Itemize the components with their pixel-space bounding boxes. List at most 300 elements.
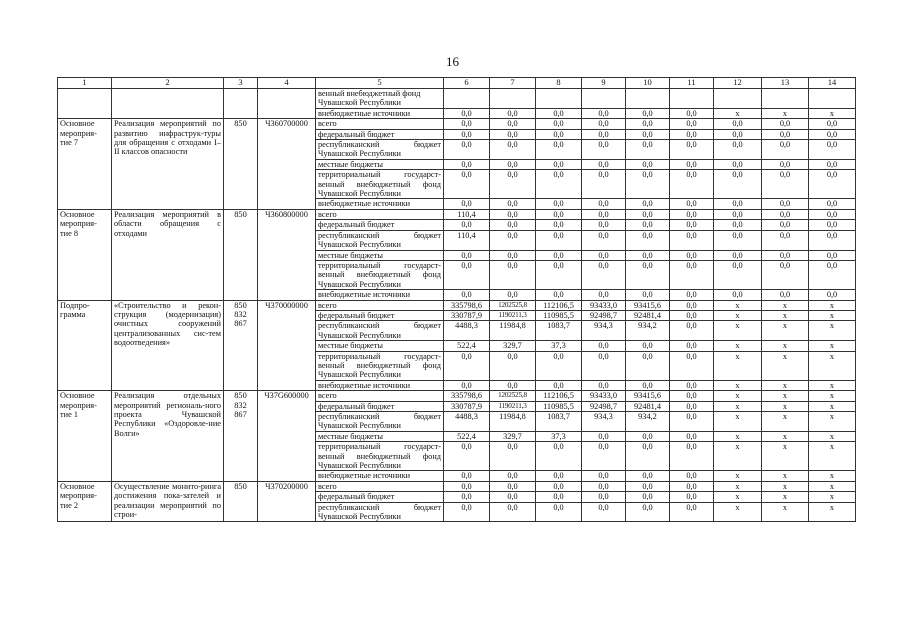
- value-cell: 0,0: [626, 220, 670, 230]
- value-cell: 0,0: [444, 220, 490, 230]
- value-cell: 0,0: [714, 199, 762, 209]
- column-number: 14: [809, 78, 856, 89]
- column-number: 2: [112, 78, 224, 89]
- value-cell: x: [714, 391, 762, 401]
- value-cell: 0,0: [714, 129, 762, 139]
- funding-source-cell: республиканский бюджет Чувашской Республики: [316, 321, 444, 341]
- value-cell: 0,0: [536, 380, 582, 390]
- value-cell: 0,0: [762, 260, 809, 289]
- value-cell: 0,0: [809, 209, 856, 219]
- value-cell: 522,4: [444, 431, 490, 441]
- value-cell: 0,0: [444, 502, 490, 522]
- budget-code-cell: Ч360700000: [258, 119, 316, 210]
- budget-code-cell: [258, 89, 316, 119]
- column-number: 9: [582, 78, 626, 89]
- funding-source-cell: федеральный бюджет: [316, 401, 444, 411]
- value-cell: 335798,6: [444, 391, 490, 401]
- value-cell: x: [762, 502, 809, 522]
- value-cell: 0,0: [444, 492, 490, 502]
- value-cell: 0,0: [809, 220, 856, 230]
- value-cell: 0,0: [582, 230, 626, 250]
- value-cell: 0,0: [490, 119, 536, 129]
- funding-source-cell: внебюджетные источники: [316, 108, 444, 118]
- value-cell: 0,0: [626, 380, 670, 390]
- value-cell: [490, 89, 536, 109]
- column-number: 5: [316, 78, 444, 89]
- value-cell: 0,0: [809, 250, 856, 260]
- column-number: 4: [258, 78, 316, 89]
- value-cell: 92481,4: [626, 401, 670, 411]
- value-cell: 329,7: [490, 341, 536, 351]
- funding-source-cell: всего: [316, 300, 444, 310]
- value-cell: 0,0: [444, 290, 490, 300]
- value-cell: 37,3: [536, 341, 582, 351]
- value-cell: 0,0: [626, 230, 670, 250]
- value-cell: 0,0: [536, 199, 582, 209]
- value-cell: 0,0: [626, 481, 670, 491]
- value-cell: 0,0: [536, 290, 582, 300]
- funding-source-cell: местные бюджеты: [316, 341, 444, 351]
- value-cell: x: [714, 300, 762, 310]
- value-cell: 0,0: [626, 159, 670, 169]
- value-cell: 0,0: [536, 170, 582, 199]
- value-cell: 0,0: [670, 159, 714, 169]
- funding-source-cell: федеральный бюджет: [316, 129, 444, 139]
- funding-source-cell: всего: [316, 481, 444, 491]
- value-cell: x: [762, 351, 809, 380]
- value-cell: 0,0: [762, 119, 809, 129]
- value-cell: 0,0: [490, 260, 536, 289]
- value-cell: x: [762, 391, 809, 401]
- value-cell: 0,0: [626, 260, 670, 289]
- value-cell: 0,0: [670, 209, 714, 219]
- value-cell: 0,0: [490, 220, 536, 230]
- ministry-code-cell: 850 832 867: [224, 300, 258, 391]
- activity-type-cell: Основное мероприя- тие 8: [58, 209, 112, 300]
- value-cell: [809, 89, 856, 109]
- value-cell: 0,0: [714, 230, 762, 250]
- value-cell: 0,0: [490, 129, 536, 139]
- value-cell: 92498,7: [582, 401, 626, 411]
- value-cell: 37,3: [536, 431, 582, 441]
- value-cell: 0,0: [582, 220, 626, 230]
- value-cell: 0,0: [809, 159, 856, 169]
- value-cell: 0,0: [670, 442, 714, 471]
- value-cell: 93433,0: [582, 391, 626, 401]
- value-cell: 11984,8: [490, 412, 536, 432]
- value-cell: 0,0: [626, 170, 670, 199]
- value-cell: 0,0: [670, 230, 714, 250]
- value-cell: 0,0: [809, 290, 856, 300]
- value-cell: 0,0: [626, 290, 670, 300]
- value-cell: x: [809, 310, 856, 320]
- value-cell: 0,0: [670, 431, 714, 441]
- value-cell: x: [762, 492, 809, 502]
- value-cell: x: [809, 300, 856, 310]
- value-cell: 0,0: [444, 380, 490, 390]
- value-cell: 0,0: [582, 380, 626, 390]
- value-cell: [714, 89, 762, 109]
- value-cell: x: [762, 321, 809, 341]
- value-cell: 0,0: [762, 220, 809, 230]
- value-cell: 0,0: [626, 351, 670, 380]
- ministry-code-cell: 850: [224, 209, 258, 300]
- value-cell: 0,0: [536, 471, 582, 481]
- budget-code-cell: Ч370200000: [258, 481, 316, 522]
- value-cell: 330787,9: [444, 310, 490, 320]
- value-cell: x: [714, 492, 762, 502]
- value-cell: 0,0: [536, 230, 582, 250]
- value-cell: 0,0: [444, 119, 490, 129]
- value-cell: 0,0: [582, 351, 626, 380]
- value-cell: 0,0: [714, 119, 762, 129]
- activity-name-cell: [112, 89, 224, 119]
- value-cell: x: [809, 108, 856, 118]
- value-cell: 0,0: [626, 129, 670, 139]
- value-cell: 0,0: [582, 108, 626, 118]
- value-cell: [762, 89, 809, 109]
- value-cell: 0,0: [670, 260, 714, 289]
- value-cell: 0,0: [762, 159, 809, 169]
- value-cell: x: [714, 431, 762, 441]
- funding-source-cell: венный внебюджетный фонд Чувашской Республики: [316, 89, 444, 109]
- value-cell: 0,0: [670, 290, 714, 300]
- value-cell: 0,0: [490, 230, 536, 250]
- value-cell: 0,0: [444, 170, 490, 199]
- value-cell: 0,0: [582, 119, 626, 129]
- value-cell: 0,0: [490, 159, 536, 169]
- funding-source-cell: местные бюджеты: [316, 250, 444, 260]
- value-cell: 92498,7: [582, 310, 626, 320]
- column-number: 12: [714, 78, 762, 89]
- value-cell: 0,0: [670, 502, 714, 522]
- value-cell: 0,0: [536, 129, 582, 139]
- value-cell: 0,0: [670, 220, 714, 230]
- funding-source-cell: федеральный бюджет: [316, 492, 444, 502]
- funding-source-cell: внебюджетные источники: [316, 290, 444, 300]
- value-cell: 0,0: [762, 230, 809, 250]
- value-cell: 0,0: [444, 351, 490, 380]
- ministry-code-cell: 850 832 867: [224, 391, 258, 482]
- value-cell: 0,0: [809, 140, 856, 160]
- value-cell: 0,0: [582, 290, 626, 300]
- value-cell: x: [714, 412, 762, 432]
- value-cell: 0,0: [536, 140, 582, 160]
- funding-source-cell: внебюджетные источники: [316, 380, 444, 390]
- activity-name-cell: Осуществление монито-ринга достижения пока-зателей и реализации мероприятий по строи-: [112, 481, 224, 522]
- value-cell: 0,0: [670, 300, 714, 310]
- value-cell: x: [809, 351, 856, 380]
- value-cell: 0,0: [444, 250, 490, 260]
- value-cell: 1083,7: [536, 321, 582, 341]
- ministry-code-cell: 850: [224, 119, 258, 210]
- value-cell: 0,0: [490, 108, 536, 118]
- value-cell: 0,0: [536, 481, 582, 491]
- value-cell: 0,0: [626, 209, 670, 219]
- value-cell: 0,0: [582, 492, 626, 502]
- value-cell: 0,0: [582, 250, 626, 260]
- value-cell: x: [714, 351, 762, 380]
- value-cell: 0,0: [714, 159, 762, 169]
- value-cell: 0,0: [670, 412, 714, 432]
- value-cell: 329,7: [490, 431, 536, 441]
- value-cell: 0,0: [670, 250, 714, 260]
- value-cell: 0,0: [714, 260, 762, 289]
- funding-source-cell: всего: [316, 119, 444, 129]
- funding-source-cell: республиканский бюджет Чувашской Республики: [316, 412, 444, 432]
- value-cell: 4488,3: [444, 412, 490, 432]
- activity-type-cell: Основное мероприя- тие 7: [58, 119, 112, 210]
- value-cell: 0,0: [536, 209, 582, 219]
- funding-source-cell: всего: [316, 391, 444, 401]
- value-cell: 0,0: [714, 290, 762, 300]
- value-cell: 0,0: [582, 502, 626, 522]
- value-cell: 0,0: [670, 199, 714, 209]
- value-cell: 0,0: [490, 351, 536, 380]
- value-cell: 0,0: [670, 401, 714, 411]
- value-cell: 0,0: [714, 220, 762, 230]
- value-cell: x: [762, 481, 809, 491]
- value-cell: 0,0: [762, 129, 809, 139]
- value-cell: 0,0: [536, 220, 582, 230]
- value-cell: x: [714, 108, 762, 118]
- value-cell: [582, 89, 626, 109]
- funding-source-cell: республиканский бюджет Чувашской Республики: [316, 502, 444, 522]
- value-cell: 0,0: [582, 209, 626, 219]
- table-row: [58, 481, 856, 491]
- value-cell: 0,0: [762, 290, 809, 300]
- value-cell: 0,0: [809, 230, 856, 250]
- funding-source-cell: территориальный государст-венный внебюджетный фонд Чувашской Республики: [316, 260, 444, 289]
- value-cell: x: [762, 380, 809, 390]
- value-cell: 112106,5: [536, 300, 582, 310]
- value-cell: 0,0: [536, 492, 582, 502]
- value-cell: 0,0: [536, 159, 582, 169]
- value-cell: 0,0: [670, 119, 714, 129]
- value-cell: 0,0: [670, 140, 714, 160]
- value-cell: 0,0: [626, 431, 670, 441]
- value-cell: x: [714, 321, 762, 341]
- budget-code-cell: Ч37G600000: [258, 391, 316, 482]
- value-cell: 0,0: [670, 170, 714, 199]
- page-number: 16: [446, 54, 459, 69]
- value-cell: 110,4: [444, 209, 490, 219]
- value-cell: 1202525,8: [490, 391, 536, 401]
- value-cell: x: [762, 412, 809, 432]
- value-cell: 0,0: [490, 170, 536, 199]
- value-cell: 0,0: [490, 250, 536, 260]
- value-cell: x: [714, 341, 762, 351]
- ministry-code-cell: 850: [224, 481, 258, 522]
- value-cell: 0,0: [670, 108, 714, 118]
- value-cell: x: [809, 380, 856, 390]
- value-cell: 0,0: [490, 481, 536, 491]
- value-cell: 0,0: [670, 492, 714, 502]
- column-number: 3: [224, 78, 258, 89]
- activity-type-cell: [58, 89, 112, 119]
- column-number: 11: [670, 78, 714, 89]
- value-cell: 0,0: [582, 481, 626, 491]
- table-row: [58, 89, 856, 109]
- column-number: 1: [58, 78, 112, 89]
- value-cell: 0,0: [670, 471, 714, 481]
- value-cell: 0,0: [582, 341, 626, 351]
- value-cell: 0,0: [762, 170, 809, 199]
- value-cell: 0,0: [536, 442, 582, 471]
- activity-name-cell: Реализация мероприятий по развитию инфраструк-туры для обращения с отходами I–II классов опасности: [112, 119, 224, 210]
- value-cell: 0,0: [714, 209, 762, 219]
- value-cell: [670, 89, 714, 109]
- value-cell: x: [762, 431, 809, 441]
- budget-code-cell: Ч360800000: [258, 209, 316, 300]
- funding-source-cell: республиканский бюджет Чувашской Республики: [316, 140, 444, 160]
- value-cell: 0,0: [670, 129, 714, 139]
- value-cell: 4488,3: [444, 321, 490, 341]
- value-cell: x: [714, 442, 762, 471]
- value-cell: 0,0: [626, 250, 670, 260]
- value-cell: 0,0: [536, 351, 582, 380]
- value-cell: 0,0: [670, 341, 714, 351]
- funding-source-cell: республиканский бюджет Чувашской Республики: [316, 230, 444, 250]
- value-cell: 0,0: [762, 140, 809, 160]
- value-cell: 0,0: [809, 129, 856, 139]
- funding-source-cell: местные бюджеты: [316, 159, 444, 169]
- value-cell: x: [809, 492, 856, 502]
- value-cell: 11984,8: [490, 321, 536, 341]
- funding-source-cell: территориальный государст-венный внебюджетный фонд Чувашской Республики: [316, 170, 444, 199]
- value-cell: x: [809, 431, 856, 441]
- value-cell: 934,2: [626, 321, 670, 341]
- table-body: [58, 78, 856, 522]
- value-cell: 0,0: [670, 310, 714, 320]
- value-cell: 0,0: [626, 199, 670, 209]
- value-cell: x: [714, 380, 762, 390]
- funding-source-cell: федеральный бюджет: [316, 310, 444, 320]
- column-number: 13: [762, 78, 809, 89]
- value-cell: x: [714, 502, 762, 522]
- value-cell: 0,0: [490, 492, 536, 502]
- value-cell: x: [714, 310, 762, 320]
- value-cell: 0,0: [444, 159, 490, 169]
- value-cell: 0,0: [670, 380, 714, 390]
- table-row: [58, 300, 856, 310]
- value-cell: [536, 89, 582, 109]
- value-cell: 0,0: [714, 250, 762, 260]
- value-cell: 93433,0: [582, 300, 626, 310]
- value-cell: 0,0: [626, 502, 670, 522]
- value-cell: 934,2: [626, 412, 670, 432]
- value-cell: x: [809, 341, 856, 351]
- value-cell: 110,4: [444, 230, 490, 250]
- value-cell: 0,0: [490, 442, 536, 471]
- value-cell: 0,0: [626, 492, 670, 502]
- value-cell: 0,0: [670, 351, 714, 380]
- value-cell: x: [809, 391, 856, 401]
- funding-source-cell: территориальный государст-венный внебюджетный фонд Чувашской Республики: [316, 351, 444, 380]
- value-cell: 0,0: [714, 140, 762, 160]
- funding-source-cell: федеральный бюджет: [316, 220, 444, 230]
- value-cell: 335798,6: [444, 300, 490, 310]
- value-cell: 0,0: [444, 199, 490, 209]
- value-cell: x: [809, 321, 856, 341]
- value-cell: x: [762, 401, 809, 411]
- value-cell: 0,0: [670, 321, 714, 341]
- value-cell: 93415,6: [626, 391, 670, 401]
- activity-name-cell: Реализация мероприятий в области обращения с отходами: [112, 209, 224, 300]
- column-number: 10: [626, 78, 670, 89]
- value-cell: 0,0: [809, 170, 856, 199]
- value-cell: 0,0: [444, 108, 490, 118]
- value-cell: 0,0: [490, 209, 536, 219]
- table-row: [58, 391, 856, 401]
- value-cell: x: [714, 471, 762, 481]
- value-cell: 0,0: [490, 290, 536, 300]
- value-cell: 0,0: [809, 199, 856, 209]
- value-cell: 0,0: [582, 170, 626, 199]
- value-cell: x: [809, 401, 856, 411]
- value-cell: 0,0: [582, 260, 626, 289]
- value-cell: x: [714, 401, 762, 411]
- value-cell: 0,0: [536, 119, 582, 129]
- value-cell: 0,0: [582, 471, 626, 481]
- value-cell: 0,0: [670, 391, 714, 401]
- value-cell: x: [762, 442, 809, 471]
- value-cell: 0,0: [490, 380, 536, 390]
- value-cell: 92481,4: [626, 310, 670, 320]
- value-cell: 0,0: [762, 250, 809, 260]
- value-cell: x: [762, 108, 809, 118]
- value-cell: 0,0: [809, 119, 856, 129]
- value-cell: x: [714, 481, 762, 491]
- table-row: [58, 119, 856, 129]
- value-cell: 0,0: [536, 502, 582, 522]
- value-cell: 110985,5: [536, 310, 582, 320]
- value-cell: 0,0: [582, 199, 626, 209]
- value-cell: 0,0: [626, 108, 670, 118]
- value-cell: 934,3: [582, 412, 626, 432]
- value-cell: x: [809, 471, 856, 481]
- value-cell: 0,0: [626, 119, 670, 129]
- column-number: 7: [490, 78, 536, 89]
- value-cell: 0,0: [582, 159, 626, 169]
- ministry-code-cell: [224, 89, 258, 119]
- column-number-row: [58, 78, 856, 89]
- value-cell: 330787,9: [444, 401, 490, 411]
- value-cell: 0,0: [626, 140, 670, 160]
- value-cell: 1083,7: [536, 412, 582, 432]
- funding-source-cell: всего: [316, 209, 444, 219]
- column-number: 6: [444, 78, 490, 89]
- value-cell: 0,0: [444, 471, 490, 481]
- value-cell: 0,0: [444, 140, 490, 160]
- value-cell: 0,0: [670, 481, 714, 491]
- value-cell: 0,0: [490, 471, 536, 481]
- value-cell: 112106,5: [536, 391, 582, 401]
- value-cell: [444, 89, 490, 109]
- budget-table: [57, 77, 856, 522]
- value-cell: 110985,5: [536, 401, 582, 411]
- value-cell: x: [762, 310, 809, 320]
- value-cell: 0,0: [582, 140, 626, 160]
- value-cell: 0,0: [626, 341, 670, 351]
- column-number: 8: [536, 78, 582, 89]
- activity-type-cell: Основное мероприя- тие 2: [58, 481, 112, 522]
- value-cell: 0,0: [490, 140, 536, 160]
- value-cell: x: [762, 341, 809, 351]
- value-cell: x: [762, 300, 809, 310]
- activity-type-cell: Основное мероприя- тие 1: [58, 391, 112, 482]
- value-cell: 0,0: [626, 471, 670, 481]
